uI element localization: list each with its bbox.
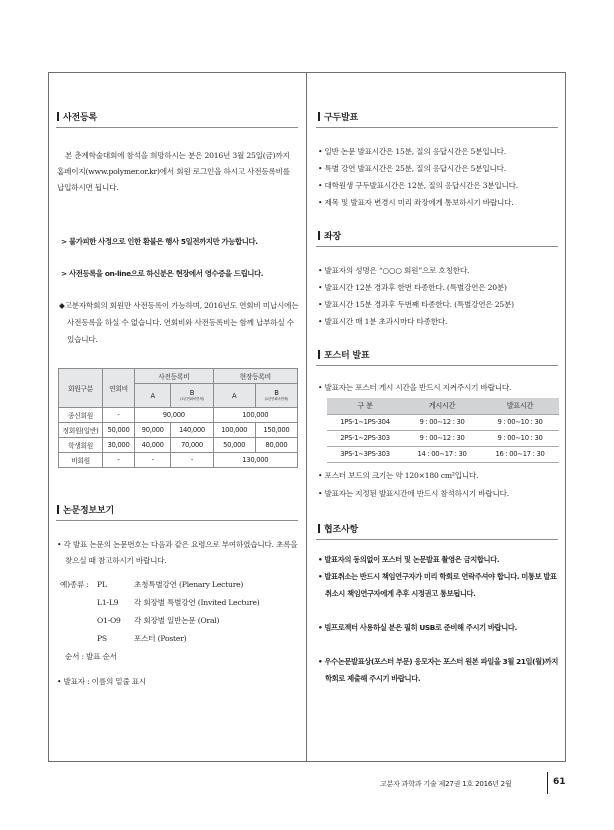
chair-rule [316,246,558,247]
oral-heading: 구두발표 [318,110,358,123]
fee-row: 학생회원 30,000 40,000 70,000 50,000 80,000 [59,438,298,453]
fee-row: 정회원(일반) 50,000 90,000 140,000 100,000 150,000 [59,423,298,438]
column-divider [306,72,307,762]
fee-header-pre: 사전등록비 [135,369,214,384]
member-only-note: ◆고분자학회의 회원만 사전등록이 가능하며, 2016년도 연회비 미납시에는 사전등록을 하실 수 없습니다. 연회비와 사전등록비는 함께 납부하실 수 있습니다. [59,301,299,344]
poster-rule [316,365,558,366]
chair-bullet: • 발표시간 12분 경과후 한번 타종한다. (특별강연은 20분) [318,283,507,292]
poster-row: 3PS-1∼3PS-303 14 : 00∼17 : 30 16 : 00∼17 : 30 [327,446,559,462]
chair-bullet: • 발표시간 매 1분 초과시마다 타종한다. [318,317,448,326]
abstract-bullet: • 각 발표 논문의 논문번호는 다음과 같은 요령으로 부여하였습니다. 초록을 찾으실 때 참고하시기 바랍니다. [57,540,298,565]
fee-header-onsite: 현장등록비 [213,369,297,384]
fee-header-pre-b: B (1년연회비면제) [171,384,213,408]
poster-bullet: • 발표자는 포스터 게시 시간을 반드시 지켜주시기 바랍니다. [318,383,512,392]
poster-heading: 포스터 발표 [318,348,369,361]
poster-bullet: • 포스터 보드의 크기는 약 120×180 cm²입니다. [318,471,479,480]
abstract-rule [56,520,298,521]
poster-schedule-table [327,398,559,463]
chair-bullet: • 발표자의 성명은 “○○○ 회원”으로 호칭한다. [318,266,470,275]
poster-header-present: 발표시간 [481,398,559,414]
fee-header-member: 회원구분 [59,369,103,408]
fee-row: 비회원 - - - 130,000 [59,453,298,468]
chair-heading: 좌장 [318,229,341,242]
presenter-line: • 발표자 : 이름의 밑줄 표시 [57,677,147,686]
poster-header-post: 게시시간 [403,398,481,414]
oral-bullet: • 대학원생 구두발표시간은 12분, 질의 응답시간은 3분입니다. [318,181,518,190]
refund-note: > 불가피한 사정으로 인한 환불은 행사 5일전까지만 가능합니다. [61,237,258,246]
journal-footer: 고분자 과학과 기술 제27권 1호 2016년 2월 [380,780,512,788]
poster-row: 2PS-1∼2PS-303 9 : 00∼12 : 30 9 : 00∼10 : 30 [327,430,559,446]
registration-paragraph: 본 춘계학술대회에 참석을 희망하시는 분은 2016년 3월 25일(금)까지 홈페이지(www.polymer.or.kr)에서 회원 로그인을 하시고 사전등록비를 납입하시면 됩니다. [57,151,290,192]
oral-bullet: • 일반 논문 발표시간은 15분, 질의 응답시간은 5분입니다. [318,147,506,156]
receipt-note: > 사전등록을 on-line으로 하신분은 현장에서 영수증을 드립니다. [61,269,264,278]
coop-bullet: • 발표자의 동의없이 포스터 및 논문발표 촬영은 금지합니다. [318,555,500,564]
registration-rule [56,127,298,128]
chair-bullet: • 발표시간 15분 경과후 두번째 타종한다. (특별강연은 25분) [318,300,514,309]
poster-bullet: • 발표자는 지정된 발표시간에 반드시 참석하시기 바랍니다. [318,489,510,498]
fee-row: 종신회원 - 90,000 100,000 [59,408,298,423]
fee-header-annual: 연회비 [103,369,135,408]
coop-bullet: • 빔프로젝터 사용하실 분은 필히 USB로 준비해 주시기 바랍니다. [318,623,517,632]
coop-bullet: • 우수논문발표상(포스터 부문) 응모자는 포스터 원본 파일을 3월 21일(월)까지 학회로 제출해 주시기 바랍니다. [318,657,558,683]
coop-bullet: • 발표취소는 반드시 책임연구자가 미리 학회로 연락주셔야 합니다. 미통보 발표 취소시 책임연구자에게 추후 시정권고 통보됩니다. [318,572,557,598]
fee-header-pre-a: A [135,384,171,408]
fee-header-on-b: B (1년연회비면제) [255,384,297,408]
order-line: 순서 : 발표 순서 [65,652,117,661]
coop-rule [316,539,558,540]
registration-heading: 사전등록 [57,110,97,123]
oral-rule [316,127,558,128]
footer-divider [547,772,548,794]
poster-row: 1PS-1∼1PS-304 9 : 00∼12 : 30 9 : 00∼10 : 30 [327,414,559,430]
page-number: 61 [553,777,566,787]
code-row: L1-L9 각 회장별 특별강연 (Invited Lecture) [97,598,260,607]
coop-heading: 협조사항 [318,522,358,535]
abstract-heading: 논문정보보기 [57,503,114,516]
code-row: PL 초청특별강연 (Plenary Lecture) [97,580,244,589]
oral-bullet: • 특별 강연 발표시간은 25분, 질의 응답시간은 5분입니다. [318,164,506,173]
oral-bullet: • 제목 및 발표자 변경시 미리 좌장에게 통보하시기 바랍니다. [318,198,514,207]
fee-table [58,368,298,468]
fee-header-on-a: A [213,384,255,408]
poster-header-section: 구 분 [327,398,403,414]
codes-label: 예)종류 : [60,580,89,589]
code-row: O1-O9 각 회장별 일반논문 (Oral) [97,616,220,625]
code-row: PS 포스터 (Poster) [97,634,187,643]
